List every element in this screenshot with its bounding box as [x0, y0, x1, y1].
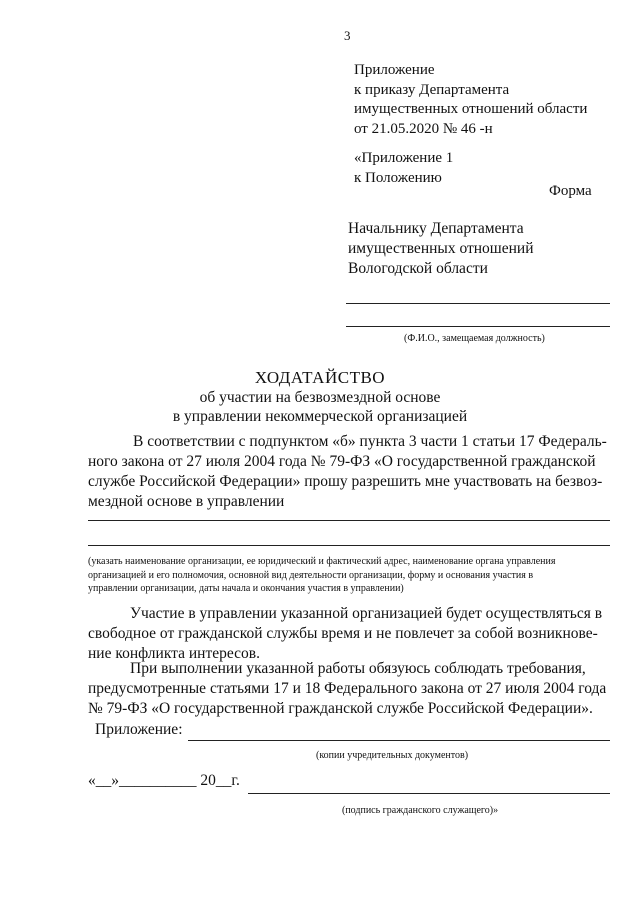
organization-blank-line-1 — [88, 520, 610, 521]
appendix-line: к приказу Департамента — [354, 81, 510, 98]
reference-line: «Приложение 1 — [354, 150, 454, 166]
appendix-header — [354, 61, 587, 139]
paragraph-2-line: ние конфликта интересов. — [88, 645, 260, 662]
fio-blank-line-1 — [346, 303, 610, 304]
attachment-blank-line — [188, 740, 610, 741]
attachment-note: (копии учредительных документов) — [316, 750, 469, 761]
document-subtitle — [0, 388, 640, 426]
paragraph-2-line: свободное от гражданской службы время и не повлечет за собой возникнове- — [88, 625, 598, 642]
reference-line: к Положению — [354, 169, 442, 186]
organization-note-line: управлении организации, даты начала и окончания участия в управлении) — [88, 583, 404, 594]
signature-note: (подпись гражданского служащего)» — [342, 805, 499, 816]
organization-note-line: (указать наименование организации, ее юридический и фактический адрес, наименование органа управления — [88, 556, 556, 567]
paragraph-2-line: Участие в управлении указанной организацией будет осуществляться в — [130, 605, 603, 622]
paragraph-1-line: ного закона от 27 июля 2004 года № 79-ФЗ «О государственной гражданской — [88, 453, 596, 470]
page-number: 3 — [344, 28, 351, 43]
attachment-label: Приложение: — [95, 721, 183, 738]
organization-blank-line-2 — [88, 545, 610, 546]
regulation-reference — [354, 149, 453, 188]
organization-note — [88, 555, 555, 596]
addressee-block — [348, 219, 534, 279]
paragraph-1-line: службе Российской Федерации» прошу разрешить мне участвовать на безвоз- — [88, 473, 603, 490]
organization-note-line: организацией и его полномочия, основной вид деятельности организации, форму и основания участия в — [88, 569, 534, 581]
addressee-line: Начальнику Департамента — [348, 220, 524, 237]
paragraph-3-line: № 79-ФЗ «О государственной гражданской службе Российской Федерации». — [88, 700, 593, 717]
fio-blank-line-2 — [346, 326, 610, 327]
appendix-line: Приложение — [354, 62, 435, 78]
paragraph-3-line: При выполнении указанной работы обязуюсь соблюдать требования, — [130, 660, 586, 677]
paragraph-3-line: предусмотренные статьями 17 и 18 Федерального закона от 27 июля 2004 года — [88, 680, 607, 697]
appendix-line: от 21.05.2020 № 46 -н — [354, 120, 493, 137]
subtitle-line: в управлении некоммерческой организацией — [172, 408, 468, 425]
subtitle-line: об участии на безвозмездной основе — [199, 389, 441, 406]
date-line: «__»__________ 20__г. — [88, 772, 240, 789]
signature-blank-line — [248, 793, 610, 794]
paragraph-1-line: В соответствии с подпунктом «б» пункта 3 части 1 статьи 17 Федераль- — [133, 433, 607, 450]
addressee-line: Вологодской области — [348, 260, 488, 277]
document-title: ХОДАТАЙСТВО — [254, 368, 386, 387]
paragraph-1-line: мездной основе в управлении — [88, 493, 285, 510]
appendix-line: имущественных отношений области — [354, 101, 588, 117]
fio-note: (Ф.И.О., замещаемая должность) — [404, 333, 545, 344]
form-label: Форма — [549, 183, 592, 199]
addressee-line: имущественных отношений — [348, 240, 534, 257]
